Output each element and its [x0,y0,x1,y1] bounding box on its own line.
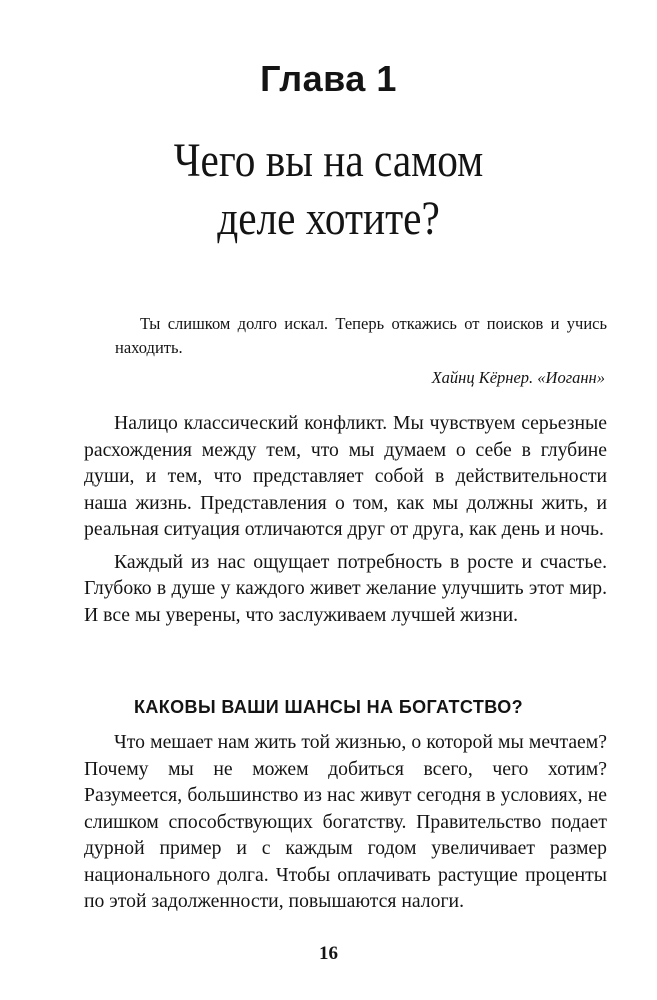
epigraph-quote: Ты слишком долго искал. Теперь откажись от поисков и учись находить. [115,314,607,357]
chapter-label: Глава 1 [260,58,397,99]
chapter-title-line-1: Чего вы на самом [173,134,484,187]
intro-text [84,410,607,628]
paragraph: Каждый из нас ощущает потребность в росте и счастье. Глубоко в душе у каждого живет желание улучшить этот мир. И все мы уверены, что заслуживаем лучшей жизни. [84,550,607,626]
paragraph: Что мешает нам жить той жизнью, о которой мы мечтаем? Почему мы не можем добиться всего, чего хотим? Разумеется, большинство из нас живут сегодня в условиях, не слишком способствующих богатству. Правительство подает дурной пример и с каждым годом увеличивает размер национального долга. Чтобы оплачивать растущие проценты по этой задолженности, повышаются налоги. [84,731,607,912]
epigraph-source: Хайнц Кёрнер. «Иоганн» [431,368,605,387]
page-number: 16 [319,943,338,964]
chapter-title-line-2: деле хотите? [217,192,440,245]
chapter-title [46,132,611,248]
section-text [84,729,607,915]
paragraph: Налицо классический конфликт. Мы чувствуем серьезные расхождения между тем, что мы думаем о себе в глубине души, и тем, что представляет собой в действительности наша жизнь. Представления о том, как мы должны жить, и реальная ситуация отличаются друг от друга, как день и ночь. [84,412,607,540]
section-heading: КАКОВЫ ВАШИ ШАНСЫ НА БОГАТСТВО? [133,697,524,717]
